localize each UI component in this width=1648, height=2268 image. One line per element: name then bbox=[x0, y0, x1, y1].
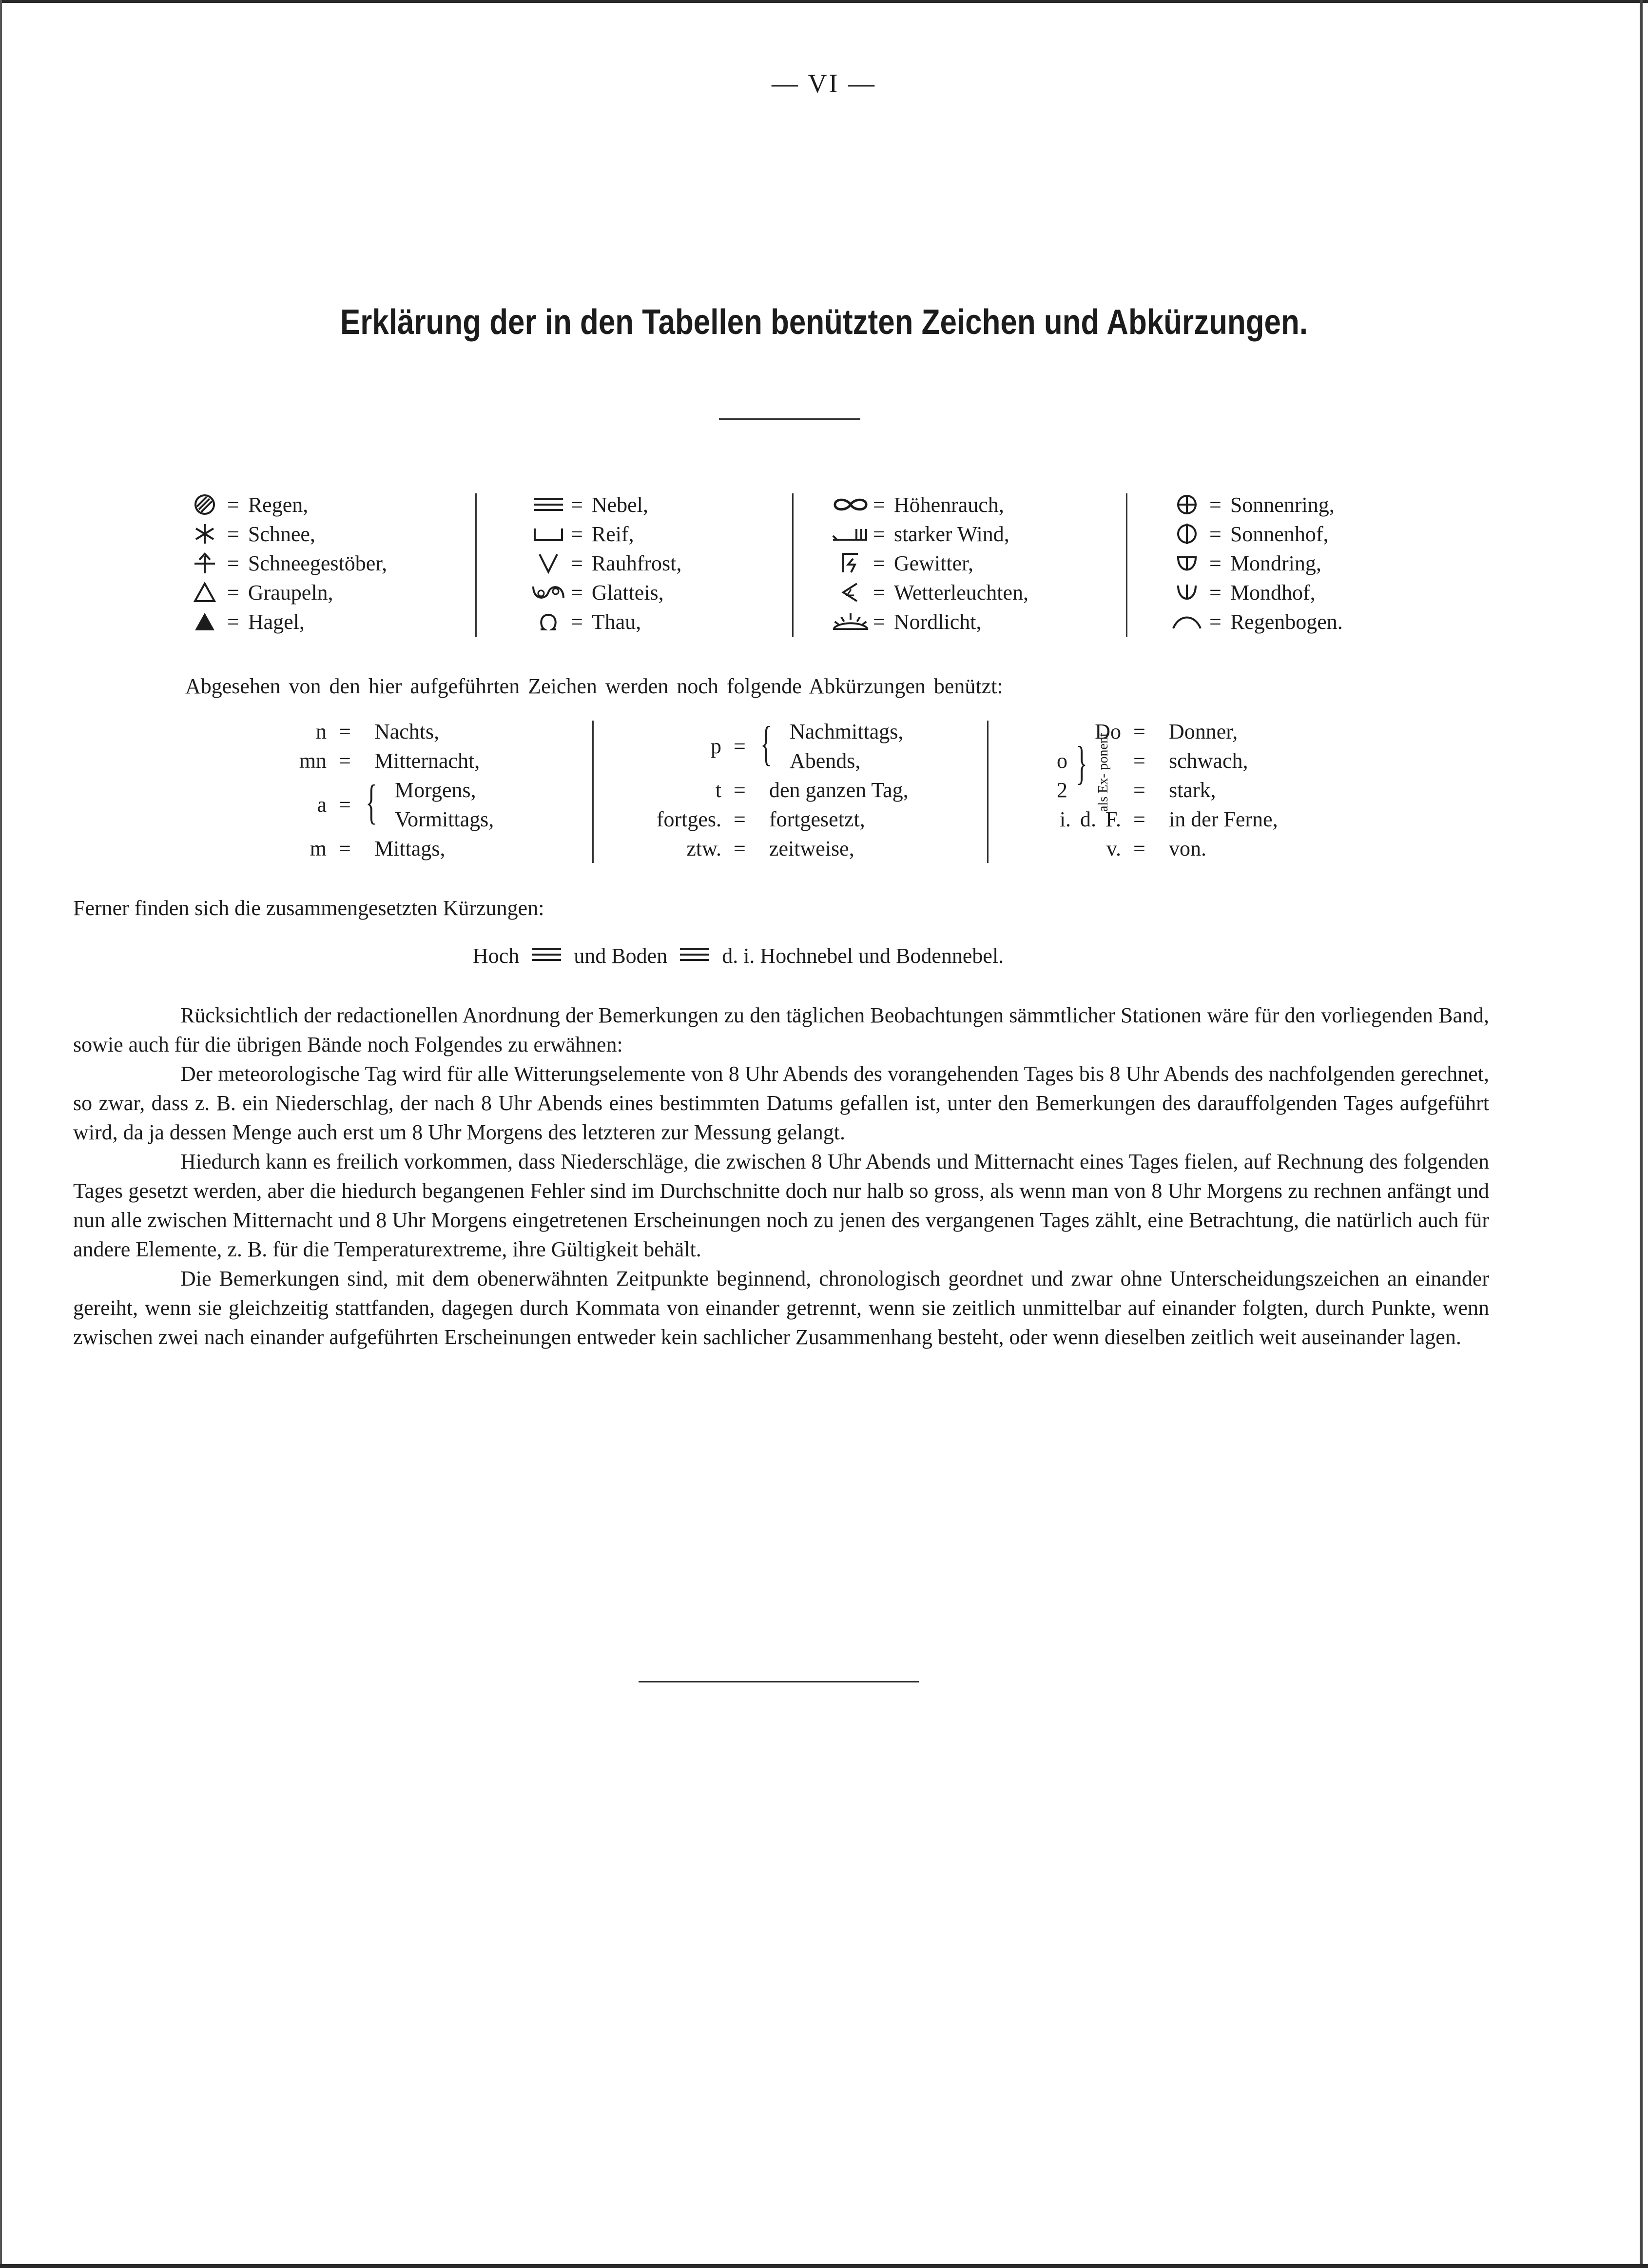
paragraph: Hiedurch kann es freilich vorkommen, dass Niederschläge, die zwischen 8 Uhr Abends und Mitternacht eines Tages fielen, auf Rechnung des folgenden Tages gesetzt werden, aber die hiedurch begangenen Fehler sind im Durchschnitte doch nur halb so gross, als wenn man von 8 Uhr Morgens zu rechnen anfängt und nun alle zwischen Mitternacht und 8 Uhr Morgens eingetretenen Erscheinungen noch zu jenen des vergangenen Tages zählt, eine Betrachtung, die natürlich auch für andere Elemente, z. B. für die Temperaturextreme, ihre Gültigkeit behält. bbox=[73, 1150, 1489, 1261]
equals-sign: = bbox=[873, 551, 885, 575]
equals-sign: = bbox=[1133, 720, 1145, 743]
schnee-icon bbox=[185, 522, 224, 546]
legend-label: Sonnenhof, bbox=[1230, 522, 1329, 546]
equals-sign: = bbox=[227, 580, 239, 605]
column-divider bbox=[1126, 493, 1127, 637]
equals-sign: = bbox=[571, 580, 583, 605]
equals-sign: = bbox=[339, 720, 351, 743]
abbr-key: a bbox=[317, 793, 327, 817]
hoehenrauch-icon bbox=[831, 496, 870, 513]
mondhof-icon bbox=[1167, 582, 1206, 603]
equals-sign: = bbox=[1133, 837, 1145, 860]
abbr-key: ztw. bbox=[686, 837, 721, 860]
legend-item bbox=[831, 548, 1028, 578]
brace-icon: { bbox=[366, 775, 377, 829]
abbr-value: zeitweise, bbox=[769, 837, 854, 860]
equals-sign: = bbox=[734, 778, 746, 802]
equals-sign: = bbox=[571, 551, 583, 575]
legend-label: Sonnenring, bbox=[1230, 492, 1335, 517]
wetterleuchten-icon bbox=[831, 582, 870, 603]
legend-label: Regenbogen. bbox=[1230, 609, 1343, 634]
compound-explanation: d. i. Hochnebel und Bodennebel. bbox=[722, 944, 1004, 968]
legend-label: Glatteis, bbox=[591, 580, 664, 605]
abbr-value: Abends, bbox=[790, 749, 861, 773]
legend-item bbox=[185, 490, 387, 519]
equals-sign: = bbox=[873, 609, 885, 634]
nebel-icon bbox=[679, 943, 710, 968]
equals-sign: = bbox=[571, 522, 583, 546]
legend-column-4 bbox=[1167, 490, 1343, 636]
regen-icon bbox=[185, 493, 224, 516]
mondring-icon bbox=[1167, 552, 1206, 574]
abbr-key: mn bbox=[299, 749, 327, 773]
equals-sign: = bbox=[571, 609, 583, 634]
page-number: — VI — bbox=[771, 69, 876, 98]
equals-sign: = bbox=[873, 580, 885, 605]
abbr-key: v. bbox=[1106, 837, 1121, 860]
abbr-key: m bbox=[310, 837, 327, 860]
abbr-key: t bbox=[715, 778, 721, 802]
legend-label: Reif, bbox=[591, 522, 634, 546]
legend-label: Rauhfrost, bbox=[591, 551, 682, 575]
regenbogen-icon bbox=[1167, 613, 1206, 630]
abbr-value: Morgens, bbox=[395, 778, 476, 802]
legend-column-1 bbox=[185, 490, 387, 636]
equals-sign: = bbox=[1209, 551, 1221, 575]
gewitter-icon bbox=[831, 552, 870, 574]
legend-item bbox=[831, 607, 1028, 636]
scan-edge-bottom bbox=[0, 2264, 1648, 2268]
paragraph: Rücksichtlich der redactionellen Anordnung der Bemerkungen zu den täglichen Beobachtungen sämmtlicher Stationen wäre für den vorliegenden Band, sowie auch für die übrigen Bände noch Folgendes zu erwähnen: bbox=[73, 1003, 1489, 1056]
abbr-value: schwach, bbox=[1169, 749, 1248, 773]
legend-item bbox=[1167, 519, 1343, 548]
equals-sign: = bbox=[227, 609, 239, 634]
brace-icon: { bbox=[760, 716, 772, 770]
legend-item bbox=[185, 548, 387, 578]
paragraph: Die Bemerkungen sind, mit dem obenerwähnten Zeitpunkte beginnend, chronologisch geordnet und zwar ohne Unterscheidungszeichen an einander gereiht, wenn sie gleichzeitig stattfanden, dagegen durch Kommata von einander getrennt, wenn sie zeitlich unmittelbar auf einander folgten, durch Punkte, wenn zwischen zwei nach einander aufgeführten Erscheinungen entweder kein sachlicher Zusammenhang besteht, oder wenn dieselben zeitlich weit auseinander lagen. bbox=[73, 1267, 1489, 1349]
abbr-value: von. bbox=[1169, 837, 1206, 860]
abbr-value: fortgesetzt, bbox=[769, 807, 865, 831]
legend-item bbox=[1167, 548, 1343, 578]
equals-sign: = bbox=[227, 551, 239, 575]
rauhfrost-icon bbox=[529, 552, 568, 574]
legend-item bbox=[1167, 490, 1343, 519]
equals-sign: = bbox=[873, 492, 885, 517]
equals-sign: = bbox=[339, 749, 351, 773]
compound-intro: Ferner finden sich die zusammengesetzten Kürzungen: bbox=[73, 896, 544, 920]
equals-sign: = bbox=[1209, 492, 1221, 517]
equals-sign: = bbox=[339, 793, 351, 817]
abbr-value: Nachts, bbox=[374, 720, 440, 743]
equals-sign: = bbox=[734, 734, 746, 758]
abbr-value: Donner, bbox=[1169, 720, 1238, 743]
paragraph: Der meteorologische Tag wird für alle Witterungselemente von 8 Uhr Abends des vorangehenden Tages bis 8 Uhr Abends des nachfolgenden gerechnet, so zwar, dass z. B. ein Niederschlag, der nach 8 Uhr Abends eines bestimmten Datums gefallen ist, unter den Bemerkungen des darauffolgenden Tages aufgeführt wird, da ja dessen Menge auch erst um 8 Uhr Morgens des letzteren zur Messung gelangt. bbox=[73, 1062, 1489, 1144]
scan-edge-left bbox=[0, 0, 2, 2268]
legend-item bbox=[529, 578, 681, 607]
glatteis-icon bbox=[529, 583, 568, 602]
equals-sign: = bbox=[1209, 580, 1221, 605]
abbr-value: Nachmittags, bbox=[790, 720, 904, 743]
body-text bbox=[73, 1001, 1489, 1352]
legend-label: Schneegestöber, bbox=[248, 551, 388, 575]
legend-item bbox=[529, 490, 681, 519]
scan-edge-top bbox=[0, 0, 1648, 3]
equals-sign: = bbox=[873, 522, 885, 546]
abbr-key: o bbox=[1057, 749, 1067, 773]
starker-wind-icon bbox=[831, 525, 870, 543]
legend-label: Hagel, bbox=[248, 609, 305, 634]
column-divider bbox=[475, 493, 477, 637]
graupeln-icon bbox=[185, 582, 224, 603]
page-title: Erklärung der in den Tabellen benützten Zeichen und Abkürzungen. bbox=[340, 303, 1308, 342]
abbr-key: 2 bbox=[1057, 778, 1067, 802]
sonnenhof-icon bbox=[1167, 523, 1206, 545]
exponent-label: als Ex- ponent bbox=[1096, 733, 1111, 812]
sonnenring-icon bbox=[1167, 494, 1206, 515]
legend-item bbox=[1167, 578, 1343, 607]
legend-item bbox=[831, 519, 1028, 548]
legend-label: Thau, bbox=[591, 609, 641, 634]
abbr-value: Mittags, bbox=[374, 837, 446, 860]
abbreviations-intro: Abgesehen von den hier aufgeführten Zeichen werden noch folgende Abkürzungen benützt: bbox=[185, 674, 1003, 698]
legend-column-2 bbox=[529, 490, 681, 636]
nebel-icon bbox=[531, 943, 562, 968]
title-divider bbox=[719, 418, 860, 420]
legend-label: Wetterleuchten, bbox=[893, 580, 1029, 605]
legend-item bbox=[831, 490, 1028, 519]
equals-sign: = bbox=[227, 492, 239, 517]
legend-item bbox=[185, 607, 387, 636]
equals-sign: = bbox=[734, 837, 746, 860]
legend-item bbox=[185, 519, 387, 548]
brace-icon: } bbox=[1076, 737, 1087, 789]
abbr-key: i. d. F. bbox=[1059, 807, 1121, 831]
compound-und-boden: und Boden bbox=[574, 944, 668, 968]
equals-sign: = bbox=[227, 522, 239, 546]
scan-edge-right bbox=[1640, 0, 1643, 2268]
legend-label: Nebel, bbox=[591, 492, 648, 517]
abbr-value: Mitternacht, bbox=[374, 749, 480, 773]
schneegestoeber-icon bbox=[185, 552, 224, 574]
legend-item bbox=[1167, 607, 1343, 636]
legend-item bbox=[831, 578, 1028, 607]
abbr-key: n bbox=[316, 720, 327, 743]
legend-item bbox=[529, 607, 681, 636]
equals-sign: = bbox=[1133, 807, 1145, 831]
compound-hoch: Hoch bbox=[473, 944, 520, 968]
reif-icon bbox=[529, 526, 568, 542]
abbr-value: stark, bbox=[1169, 778, 1216, 802]
equals-sign: = bbox=[1133, 778, 1145, 802]
abbr-key: p bbox=[711, 734, 721, 758]
legend-label: starker Wind, bbox=[893, 522, 1009, 546]
hagel-icon bbox=[185, 611, 224, 632]
legend-item bbox=[529, 548, 681, 578]
equals-sign: = bbox=[1209, 522, 1221, 546]
thau-icon bbox=[529, 612, 568, 631]
equals-sign: = bbox=[1133, 749, 1145, 773]
legend-label: Nordlicht, bbox=[893, 609, 982, 634]
legend-label: Höhenrauch, bbox=[893, 492, 1004, 517]
legend-label: Schnee, bbox=[248, 522, 315, 546]
equals-sign: = bbox=[339, 837, 351, 860]
equals-sign: = bbox=[1209, 609, 1221, 634]
abbr-value: Vormittags, bbox=[395, 807, 494, 831]
legend-label: Graupeln, bbox=[248, 580, 333, 605]
column-divider bbox=[792, 493, 794, 637]
equals-sign: = bbox=[734, 807, 746, 831]
legend-label: Mondring, bbox=[1230, 551, 1321, 575]
legend-item bbox=[185, 578, 387, 607]
legend-item bbox=[529, 519, 681, 548]
abbr-value: den ganzen Tag, bbox=[769, 778, 909, 802]
legend-label: Mondhof, bbox=[1230, 580, 1316, 605]
legend-column-3 bbox=[831, 490, 1028, 636]
nordlicht-icon bbox=[831, 611, 870, 632]
abbr-key: Do bbox=[1095, 720, 1121, 743]
column-divider bbox=[592, 721, 594, 863]
legend-label: Regen, bbox=[248, 492, 309, 517]
abbr-key: fortges. bbox=[656, 807, 721, 831]
legend-label: Gewitter, bbox=[893, 551, 974, 575]
nebel-icon bbox=[529, 496, 568, 513]
abbr-value: in der Ferne, bbox=[1169, 807, 1278, 831]
column-divider bbox=[987, 721, 989, 863]
compound-line bbox=[473, 943, 1004, 968]
end-divider bbox=[639, 1681, 919, 1682]
equals-sign: = bbox=[571, 492, 583, 517]
